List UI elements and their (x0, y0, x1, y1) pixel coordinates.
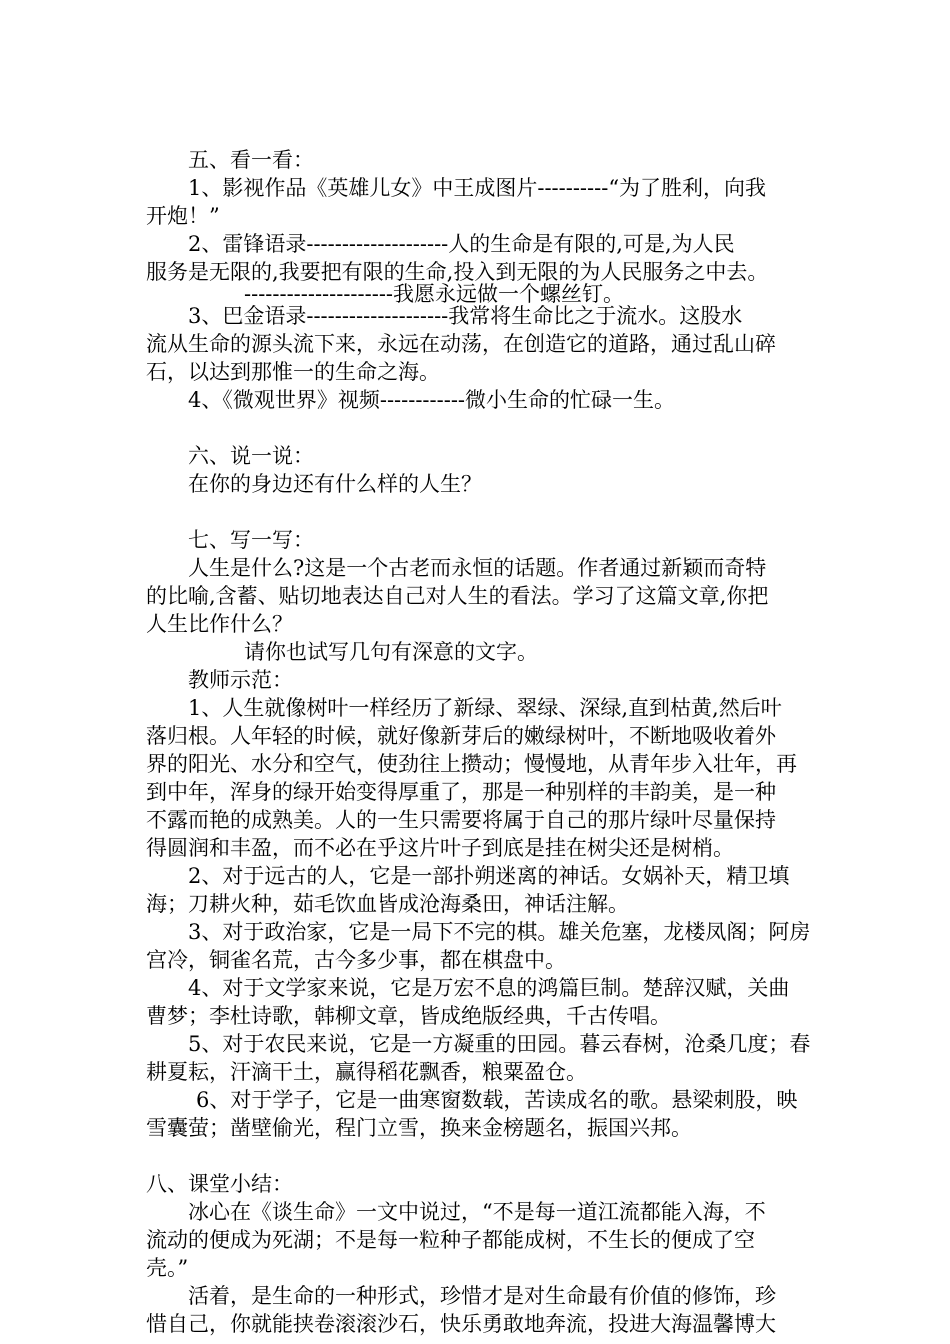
paragraph-line: 流从生命的源头流下来，永远在动荡，在创造它的道路，通过乱山碎 (146, 332, 776, 356)
paragraph-line: 界的阳光、水分和空气，使劲往上攒动；慢慢地，从青年步入壮年，再 (146, 752, 797, 776)
paragraph-line: 1、人生就像树叶一样经历了新绿、翠绿、深绿,直到枯黄,然后叶 (188, 696, 782, 720)
paragraph-line: 开炮！” (146, 204, 220, 228)
heading-section-5: 五、看一看： (188, 148, 314, 172)
paragraph-line: 2、雷锋语录--------------------人的生命是有限的,可是,为人民 (188, 232, 735, 256)
paragraph-line: 石，以达到那惟一的生命之海。 (146, 360, 440, 384)
paragraph-line: 4、《微观世界》视频------------微小生命的忙碌一生。 (188, 388, 676, 412)
paragraph-line: 壳。” (146, 1256, 189, 1280)
paragraph-line: 到中年，浑身的绿开始变得厚重了，那是一种别样的丰韵美，是一种 (146, 780, 776, 804)
subheading-teacher-example: 教师示范： (188, 668, 293, 692)
paragraph-line: 活着，是生命的一种形式，珍惜才是对生命最有价值的修饰，珍 (188, 1284, 776, 1308)
paragraph-line: 不露而艳的成熟美。人的一生只需要将属于自己的那片绿叶尽量保持 (146, 808, 776, 832)
paragraph-line: 人生比作什么？ (146, 612, 293, 636)
paragraph-line: 2、对于远古的人，它是一部扑朔迷离的神话。女娲补天，精卫填 (188, 864, 790, 888)
paragraph-line: 流动的便成为死湖；不是每一粒种子都能成树，不生长的便成了空 (146, 1228, 755, 1252)
paragraph-line: 服务是无限的,我要把有限的生命,投入到无限的为人民服务之中去。 (146, 260, 769, 284)
paragraph-line: 4、对于文学家来说，它是万宏不息的鸿篇巨制。楚辞汉赋，关曲 (188, 976, 790, 1000)
paragraph-line: 6、对于学子，它是一曲寒窗数载，苦读成名的歌。悬梁刺股，映 (196, 1088, 798, 1112)
paragraph-line: 在你的身边还有什么样的人生？ (188, 472, 482, 496)
paragraph-line: 得圆润和丰盈，而不必在乎这片叶子到底是挂在树尖还是树梢。 (146, 836, 734, 860)
paragraph-line: 冰心在《谈生命》一文中说过，“不是每一道江流都能入海，不 (188, 1200, 766, 1224)
paragraph-line: 请你也试写几句有深意的文字。 (244, 640, 538, 664)
paragraph-line: 3、对于政治家，它是一局下不完的棋。雄关危塞，龙楼凤阁；阿房 (188, 920, 811, 944)
heading-section-7: 七、写一写： (188, 528, 314, 552)
paragraph-line: 的比喻,含蓄、贴切地表达自己对人生的看法。学习了这篇文章,你把 (146, 584, 769, 608)
paragraph-line: ---------------------我愿永远做一个螺丝钉。 (244, 282, 625, 306)
paragraph-line: 5、对于农民来说，它是一方凝重的田园。暮云春树，沧桑几度；春 (188, 1032, 811, 1056)
paragraph-line: 落归根。人年轻的时候，就好像新芽后的嫩绿树叶，不断地吸收着外 (146, 724, 776, 748)
heading-section-8: 八、课堂小结： (146, 1172, 293, 1196)
paragraph-line: 人生是什么?这是一个古老而永恒的话题。作者通过新颖而奇特 (188, 556, 767, 580)
paragraph-line: 耕夏耘，汗滴干土，赢得稻花飘香，粮粟盈仓。 (146, 1060, 587, 1084)
paragraph-line: 曹梦；李杜诗歌，韩柳文章，皆成绝版经典，千古传唱。 (146, 1004, 671, 1028)
paragraph-line: 海；刀耕火种，茹毛饮血皆成沧海桑田，神话注解。 (146, 892, 629, 916)
paragraph-line: 雪囊萤；凿壁偷光，程门立雪，换来金榜题名，振国兴邦。 (146, 1116, 692, 1140)
heading-section-6: 六、说一说： (188, 444, 314, 468)
paragraph-line: 1、影视作品《英雄儿女》中王成图片----------“为了胜利，向我 (188, 176, 767, 200)
paragraph-line: 3、巴金语录--------------------我常将生命比之于流水。这股水 (188, 304, 743, 328)
paragraph-line: 惜自己，你就能挟卷滚滚沙石，快乐勇敢地奔流，投进大海温馨博大 (146, 1312, 776, 1336)
paragraph-line: 宫冷，铜雀名荒，古今多少事，都在棋盘中。 (146, 948, 566, 972)
